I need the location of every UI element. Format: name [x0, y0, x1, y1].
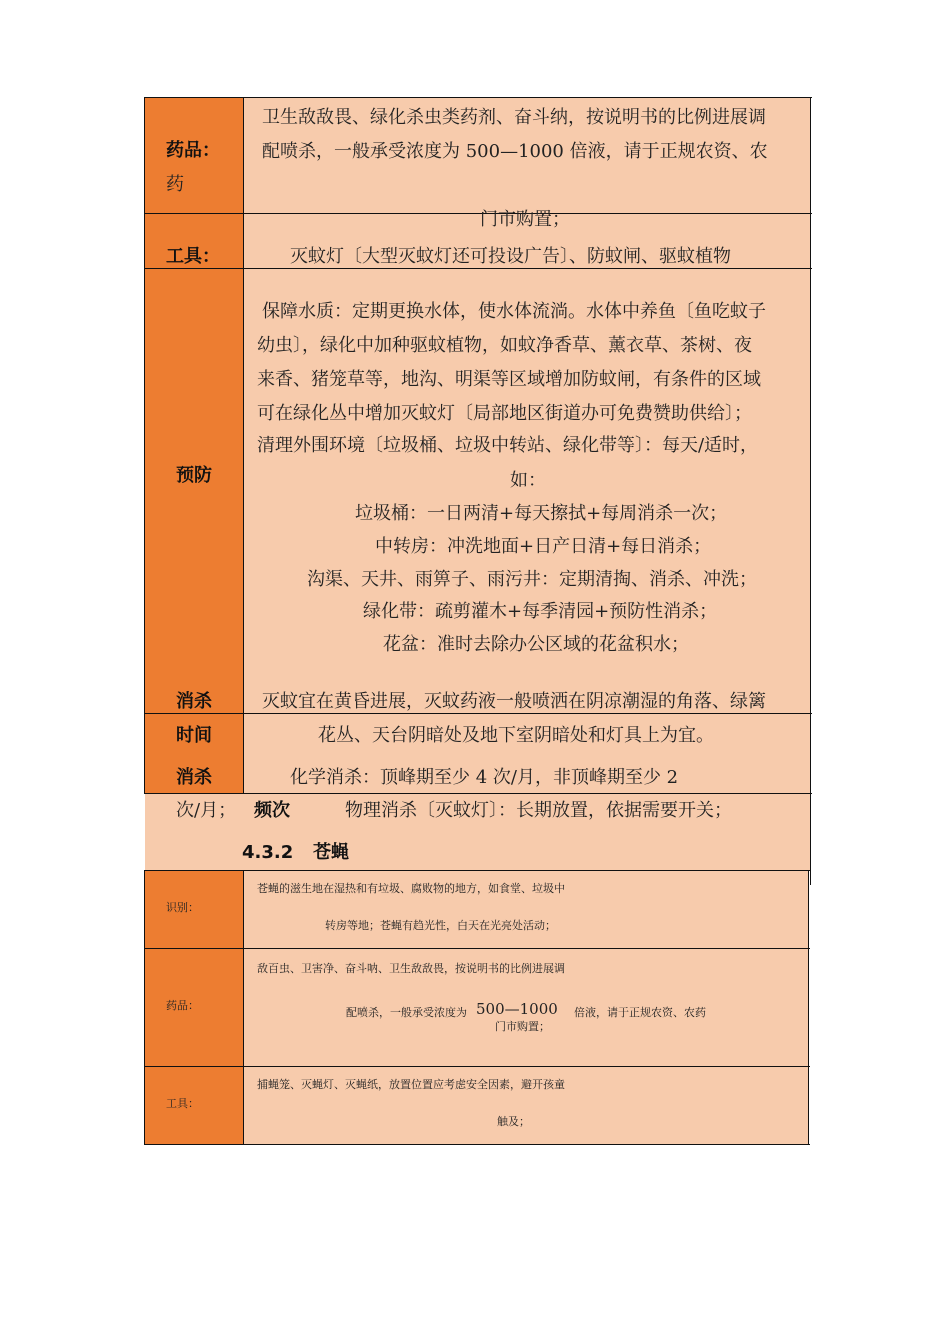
drugs-text-line: 敌百虫、卫害净、奋斗呐、卫生敌敌畏，按说明书的比例进展调	[257, 962, 565, 975]
concentration-value: 500—1000	[476, 1000, 558, 1018]
prevention-text-line: 可在绿化丛中增加灭蚊灯〔局部地区街道办可免费赞助供给〕；	[257, 403, 752, 424]
prevention-text-line: 幼虫〕，绿化中加种驱蚊植物，如蚊净香草、薰衣草、茶树、夜	[257, 335, 752, 356]
tools-text: 灭蚊灯〔大型灭蚊灯还可投设广告〕、防蚊闸、驱蚊植物	[290, 246, 731, 267]
frequency-text-line: 物理消杀〔灭蚊灯〕：长期放置，依据需要开关；	[345, 800, 732, 821]
tools-text-line: 捕蝇笼、灭蝇灯、灭蝇纸，放置位置应考虑安全因素，避开孩童	[257, 1078, 565, 1091]
tools-text-line: 触及；	[497, 1115, 530, 1128]
drugs-label: 药品：	[166, 999, 199, 1012]
prevention-item: 花盆：准时去除办公区域的花盆积水；	[383, 634, 689, 655]
drugs-text-line: 倍液，请于正规农资、农药	[574, 1006, 706, 1019]
section-title: 苍蝇	[313, 842, 349, 863]
prevention-text-line: 保障水质：定期更换水体，使水体流淌。水体中养鱼〔鱼吃蚊子	[262, 301, 766, 322]
drugs-text-line: 门市购置；	[480, 209, 570, 230]
prevention-item: 绿化带：疏剪灌木+每季清园+预防性消杀；	[363, 601, 718, 622]
frequency-prefix: 次/月；	[176, 800, 237, 821]
drugs-label: 药品：	[166, 140, 220, 161]
prevention-label: 预防	[176, 465, 212, 486]
tools-label: 工具：	[166, 246, 220, 267]
prevention-text-line: 如：	[510, 470, 546, 491]
prevention-item: 沟渠、天井、雨箅子、雨污井：定期清掏、消杀、冲洗；	[307, 569, 757, 590]
drugs-text-line: 配喷杀，一般承受浓度为	[346, 1006, 467, 1019]
kill-text-line: 花丛、天台阴暗处及地下室阴暗处和灯具上为宜。	[318, 725, 714, 746]
identify-label: 识别：	[166, 901, 199, 914]
identify-text-line: 转房等地；苍蝇有趋光性，白天在光亮处活动；	[325, 919, 556, 932]
drugs-label-continued: 药	[166, 174, 184, 195]
kill-text-line: 灭蚊宜在黄昏进展，灭蚊药液一般喷洒在阴凉潮湿的角落、绿篱	[262, 691, 766, 712]
frequency-text-line: 化学消杀：顶峰期至少 4 次/月，非顶峰期至少 2	[290, 767, 679, 788]
frequency-label-kill: 消杀	[176, 767, 212, 788]
identify-text-line: 苍蝇的滋生地在湿热和有垃圾、腐败物的地方，如食堂、垃圾中	[257, 882, 565, 895]
kill-label: 消杀	[176, 691, 212, 712]
drugs-text-line: 配喷杀，一般承受浓度为 500—1000 倍液，请于正规农资、农	[262, 141, 768, 162]
section-number: 4.3.2	[242, 842, 294, 863]
prevention-text-line: 来香、猪笼草等，地沟、明渠等区域增加防蚊闸，有条件的区域	[257, 369, 761, 390]
label-column	[145, 98, 244, 793]
time-label: 时间	[176, 725, 212, 746]
prevention-item: 垃圾桶：一日两清+每天擦拭+每周消杀一次；	[355, 503, 728, 524]
tools-label: 工具：	[166, 1097, 199, 1110]
prevention-text-line: 清理外围环境〔垃圾桶、垃圾中转站、绿化带等〕：每天/适时，	[257, 435, 759, 456]
frequency-label: 频次	[254, 800, 290, 821]
prevention-item: 中转房：冲洗地面+日产日清+每日消杀；	[375, 536, 712, 557]
drugs-text-line: 门市购置；	[495, 1020, 550, 1033]
drugs-text-line: 卫生敌敌畏、绿化杀虫类药剂、奋斗纳，按说明书的比例进展调	[262, 107, 766, 128]
